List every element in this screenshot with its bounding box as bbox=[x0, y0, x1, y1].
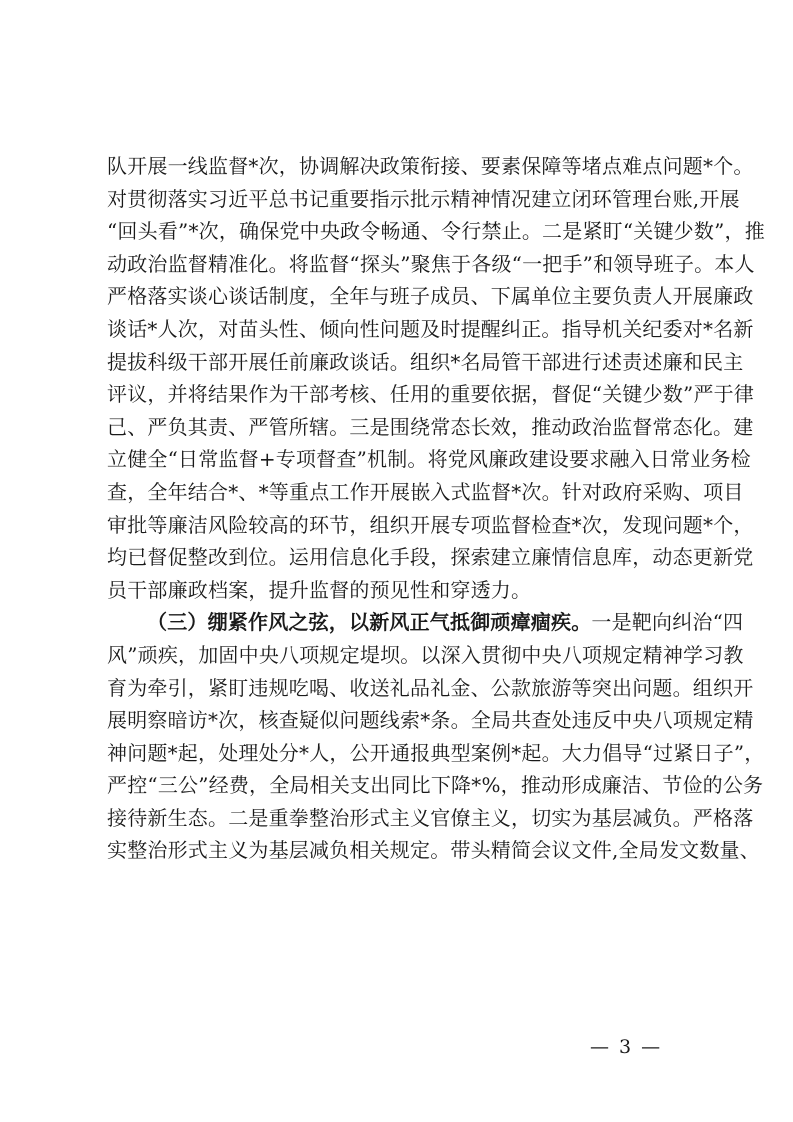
section-3-lead-text: 一是靶向纠治“四 bbox=[591, 610, 744, 635]
section-3-heading: （三）绷紧作风之弦，以新风正气抵御顽瘴痼疾。 bbox=[147, 610, 592, 635]
text-line: 员干部廉政档案，提升监督的预见性和穿透力。 bbox=[107, 577, 532, 602]
section-3-first-line bbox=[107, 606, 744, 639]
text-line: 育为牵引，紧盯违规吃喝、收送礼品礼金、公款旅游等突出问题。组织开 bbox=[107, 675, 754, 700]
text-line: 查，全年结合*、*等重点工作开展嵌入式监督*次。针对政府采购、项目 bbox=[107, 479, 744, 504]
text-line: 展明察暗访*次，核查疑似问题线索*条。全局共查处违反中央八项规定精 bbox=[107, 708, 754, 733]
body-text bbox=[107, 150, 765, 867]
text-line: 严格落实谈心谈话制度，全年与班子成员、下属单位主要负责人开展廉政 bbox=[107, 284, 754, 309]
text-line: 实整治形式主义为基层减负相关规定。带头精简会议文件,全局发文数量、 bbox=[107, 838, 760, 863]
text-line: 谈话*人次，对苗头性、倾向性问题及时提醒纠正。指导机关纪委对*名新 bbox=[107, 316, 754, 341]
text-line: “回头看”*次，确保党中央政令畅通、令行禁止。二是紧盯“关键少数”，推 bbox=[107, 219, 765, 244]
text-line: 神问题*起，处理处分*人，公开通报典型案例*起。大力倡导“过紧日子”， bbox=[107, 740, 765, 765]
page-number: — 3 — bbox=[590, 1036, 663, 1058]
text-line: 评议，并将结果作为干部考核、任用的重要依据，督促“关键少数”严于律 bbox=[107, 382, 755, 407]
text-line: 接待新生态。二是重拳整治形式主义官僚主义，切实为基层减负。严格落 bbox=[107, 805, 754, 830]
text-line: 风”顽疾，加固中央八项规定堤坝。以深入贯彻中央八项规定精神学习教 bbox=[107, 642, 744, 667]
text-line: 立健全“日常监督+专项督查”机制。将党风廉政建设要求融入日常业务检 bbox=[107, 447, 751, 472]
text-line: 提拔科级干部开展任前廉政谈话。组织*名局管干部进行述责述廉和民主 bbox=[107, 349, 744, 374]
text-line: 动政治监督精准化。将监督“探头”聚焦于各级“一把手”和领导班子。本人 bbox=[107, 251, 755, 276]
text-line: 均已督促整改到位。运用信息化手段，探索建立廉情信息库，动态更新党 bbox=[107, 545, 754, 570]
text-line: 队开展一线监督*次，协调解决政策衔接、要素保障等堵点难点问题*个。 bbox=[107, 154, 754, 178]
text-line: 己、严负其责、严管所辖。三是围绕常态长效，推动政治监督常态化。建 bbox=[107, 414, 754, 439]
text-line: 审批等廉洁风险较高的环节，组织开展专项监督检查*次，发现问题*个， bbox=[107, 512, 754, 537]
text-line: 对贯彻落实习近平总书记重要指示批示精神情况建立闭环管理台账,开展 bbox=[107, 186, 740, 211]
text-line: 严控“三公”经费，全局相关支出同比下降*%，推动形成廉洁、节俭的公务 bbox=[107, 773, 764, 798]
